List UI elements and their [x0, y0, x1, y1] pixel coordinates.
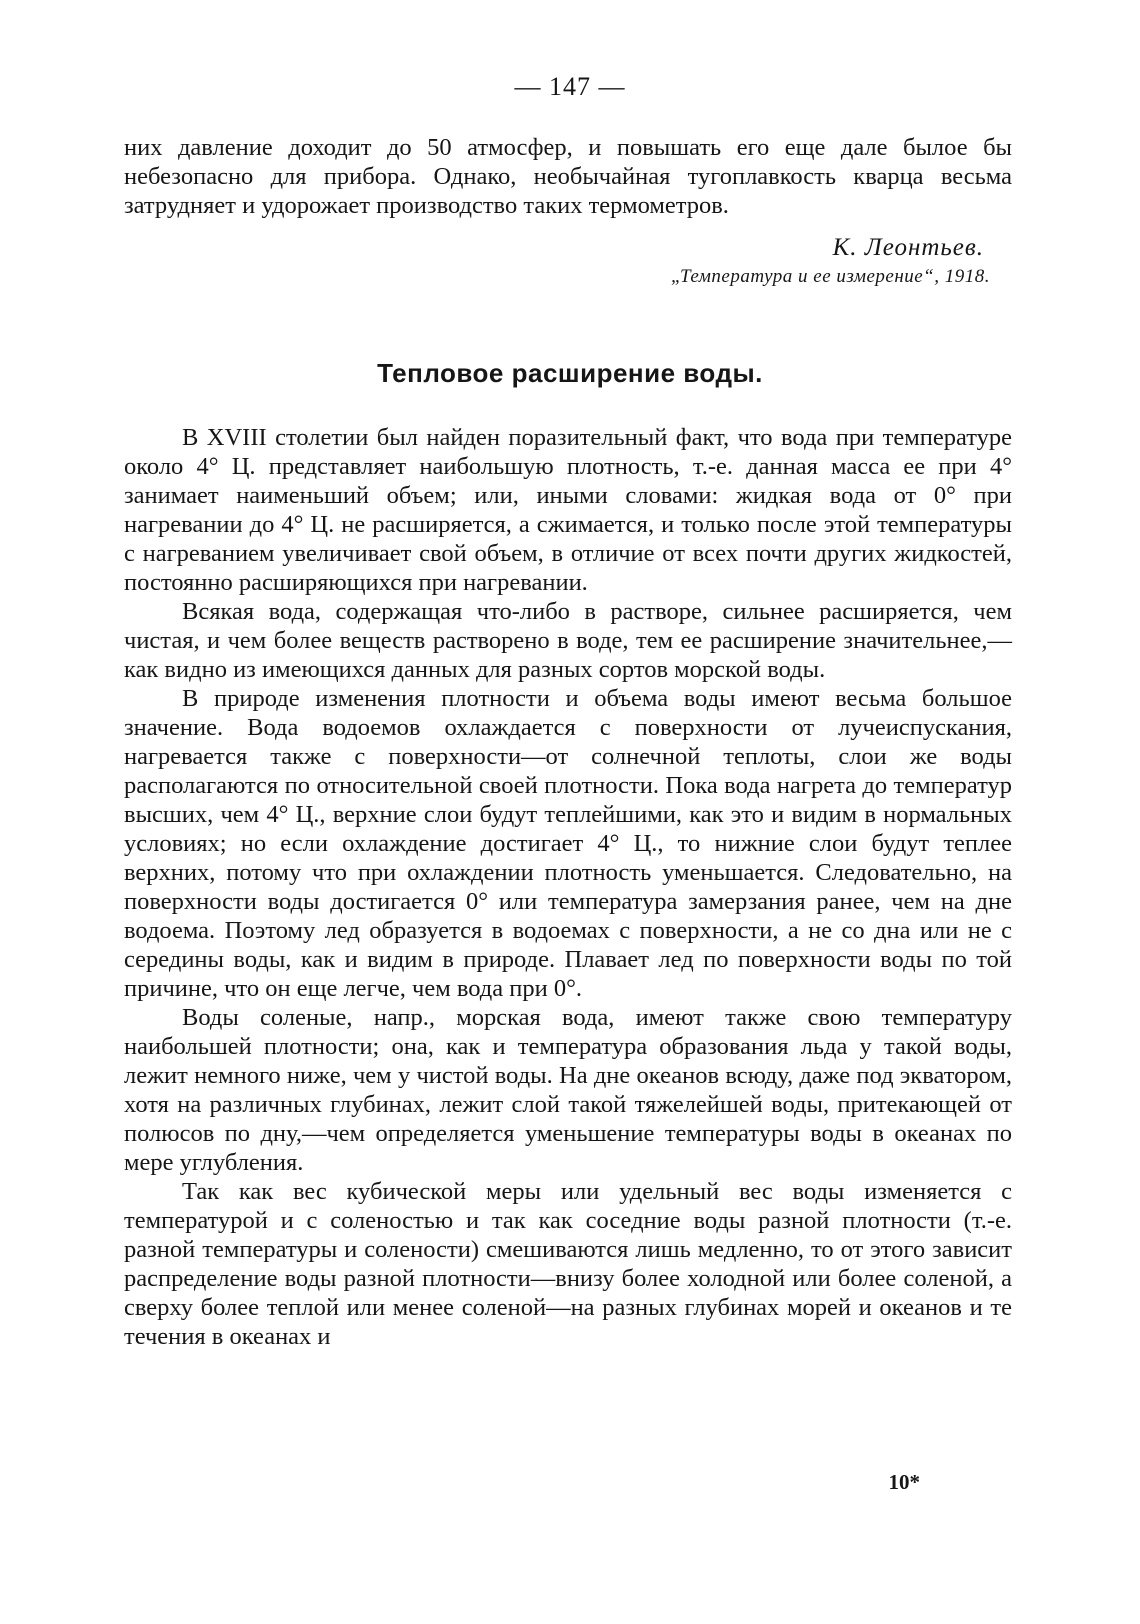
body-paragraph: Так как вес кубической меры или удельный вес воды изменяется с температурой и с соленостью и так как соседние воды разной плотности (т.-е. разной температуры и солености) смешиваются лишь медленно, то от этого зависит распределение воды разной плотности—внизу более холодной или более соленой, а сверху более теплой или менее соленой—на разных глубинах морей и океанов и те течения в океанах и — [124, 1178, 1012, 1350]
printer-signature-mark: 10* — [888, 1470, 920, 1494]
body-paragraph: В XVIII столетии был найден поразительный факт, что вода при температуре около 4° Ц. представляет наибольшую плотность, т.-е. данная масса ее при 4° занимает наименьший объем; или, иными словами: жидкая вода от 0° при нагревании до 4° Ц. не расширяется, а сжимается, и только после этой температуры с нагреванием увеличивает свой объем, в отличие от всех почти других жидкостей, постоянно расширяющихся при нагревании. — [124, 424, 1012, 596]
body-paragraph: В природе изменения плотности и объема воды имеют весьма большое значение. Вода водоемов охлаждается с поверхности от лучеиспускания, нагревается также с поверхности—от солнечной теплоты, слои же воды располагаются по относительной своей плотности. Пока вода нагрета до температур высших, чем 4° Ц., верхние слои будут теплейшими, как это и видим в нормальных условиях; но если охлаждение достигает 4° Ц., то нижние слои будут теплее верхних, потому что при охлаждении плотность уменьшается. Следовательно, на поверхности воды достигается 0° или температура замерзания ранее, чем на дне водоема. Поэтому лед образуется в водоемах с поверхности, а не со дна или не с середины воды, как и видим в природе. Плавает лед по поверхности воды по той причине, что он еще легче, чем вода при 0°. — [124, 685, 1012, 1002]
citation-author: К. Леонтьев. — [832, 234, 984, 261]
citation-source: „Температура и ее измерение“, 1918. — [671, 266, 990, 287]
body-paragraph: Всякая вода, содержащая что-либо в растворе, сильнее расширяется, чем чистая, и чем более веществ растворено в воде, тем ее расширение значительнее,—как видно из имеющихся данных для разных сортов морской воды. — [124, 598, 1012, 683]
article-title: Тепловое расширение воды. — [377, 358, 763, 388]
body-paragraph: Воды соленые, напр., морская вода, имеют также свою температуру наибольшей плотности; она, как и температура образования льда у такой воды, лежит немного ниже, чем у чистой воды. На дне океанов всюду, даже под экватором, хотя на различных глубинах, лежит слой такой тяжелейшей воды, притекающей от полюсов по дну,—чем определяется уменьшение температуры воды в океанах по мере углубления. — [124, 1004, 1012, 1176]
article-body — [124, 423, 1012, 1351]
intro-paragraph: них давление доходит до 50 атмосфер, и повышать его еще дале былое бы небезопасно для прибора. Однако, необычайная тугоплавкость кварца весьма затрудняет и удорожает производство таких термометров. — [124, 134, 1012, 219]
page-number: — 147 — — [514, 72, 626, 101]
